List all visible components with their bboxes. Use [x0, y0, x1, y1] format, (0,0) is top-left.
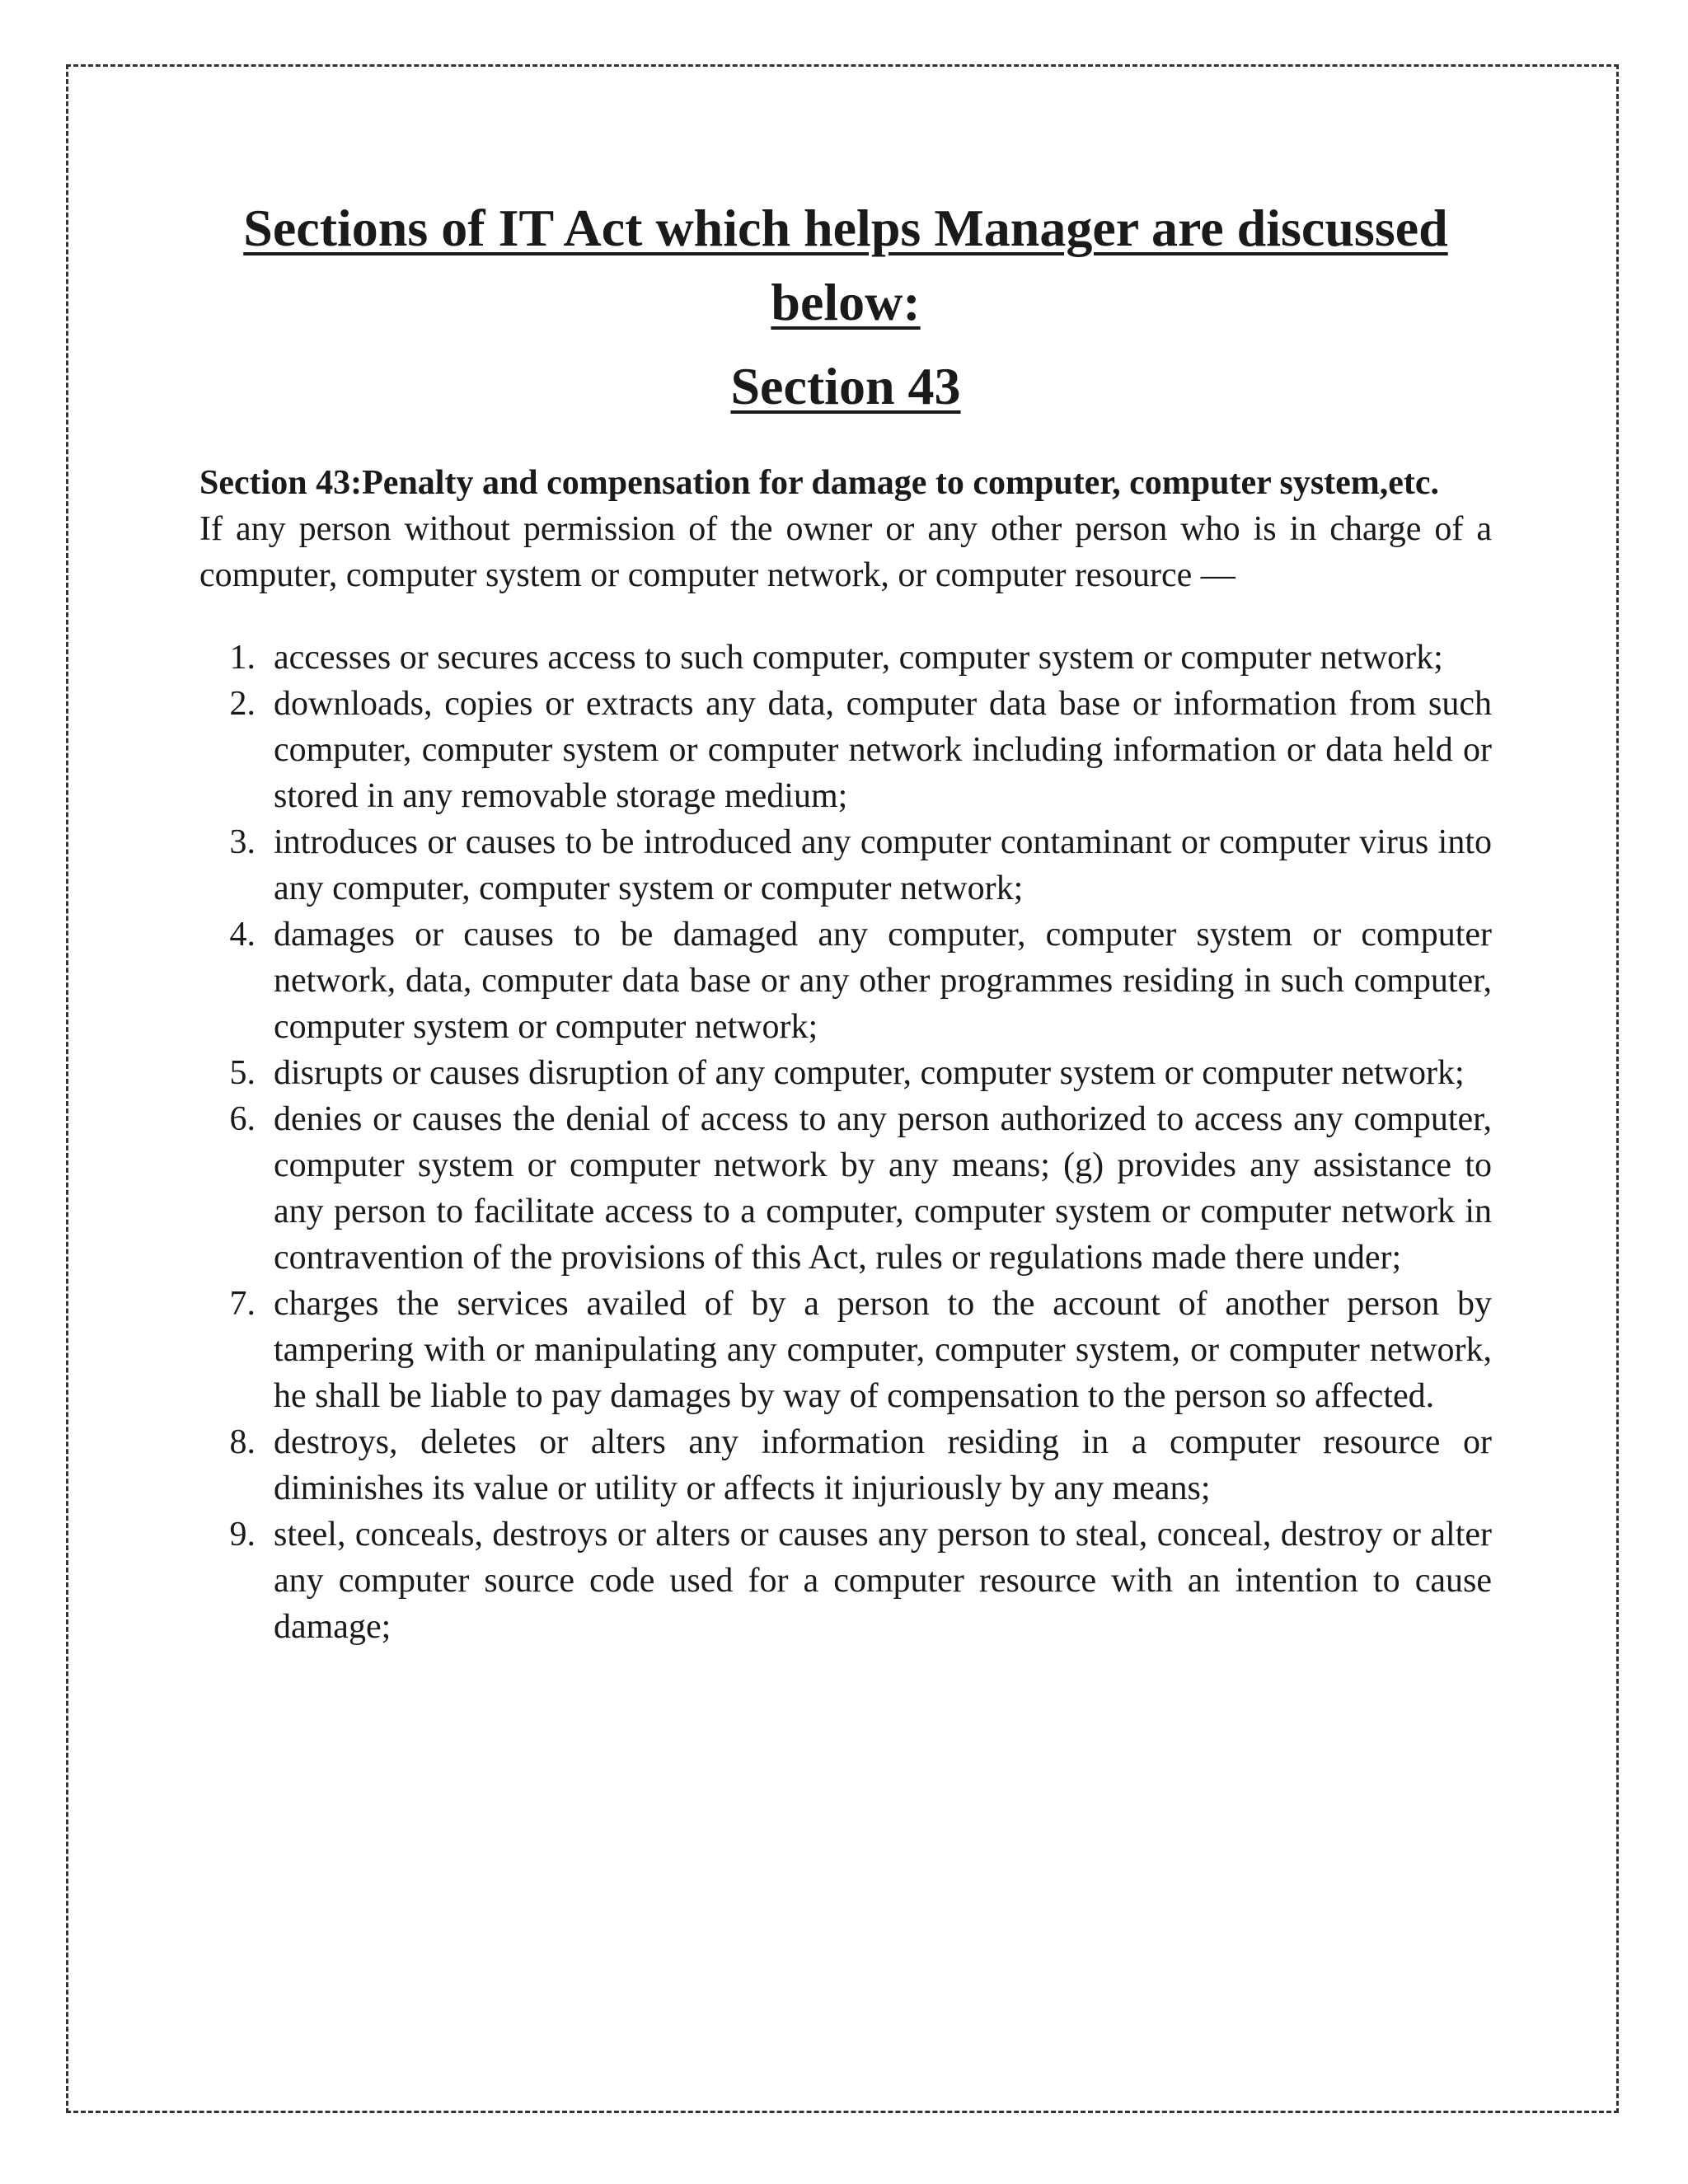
list-item	[199, 681, 1492, 819]
list-item-number: 9.	[229, 1516, 256, 1554]
list-item	[199, 912, 1492, 1050]
list-item	[199, 1419, 1492, 1511]
list-item	[199, 1511, 1492, 1650]
intro-paragraph: If any person without permission of the owner or any other person who is in charge of a computer, computer system or computer network, or computer resource —	[199, 510, 1492, 594]
list-item-text: damages or causes to be damaged any computer, computer system or computer network, data, computer data base or any other programmes residing in such computer, computer system or computer network;	[274, 916, 1492, 1046]
list-item	[199, 1050, 1492, 1096]
list-item-number: 2.	[229, 685, 256, 723]
document-body	[199, 191, 1492, 1650]
list-item-number: 6.	[229, 1100, 256, 1138]
list-item-text: destroys, deletes or alters any information residing in a computer resource or diminishes its value or utility or affects it injuriously by any means;	[274, 1423, 1492, 1507]
list-item-text: introduces or causes to be introduced any computer contaminant or computer virus into any computer, computer system or computer network;	[274, 823, 1492, 907]
list-item-text: charges the services availed of by a person to the account of another person by tampering with or manipulating any computer, computer system, or computer network, he shall be liable to pay damages by way of compensation to the person so affected.	[274, 1285, 1492, 1415]
list-item-number: 8.	[229, 1423, 256, 1461]
document-title: Sections of IT Act which helps Manager are discussed below:	[243, 199, 1448, 331]
list-item	[199, 1281, 1492, 1419]
list-item-number: 1.	[229, 639, 256, 677]
list-item-number: 7.	[229, 1285, 256, 1323]
list-item-text: steel, conceals, destroys or alters or causes any person to steal, conceal, destroy or alter any computer source code used for a computer resource with an intention to cause damage;	[274, 1516, 1492, 1646]
clause-list	[199, 635, 1492, 1650]
list-item	[199, 819, 1492, 912]
list-item-text: downloads, copies or extracts any data, computer data base or information from such computer, computer system or computer network including information or data held or stored in any removable storage medium;	[274, 685, 1492, 815]
list-item-text: disrupts or causes disruption of any computer, computer system or computer network;	[274, 1054, 1465, 1092]
section-subheading: Section 43:Penalty and compensation for damage to computer, computer system,etc.	[199, 464, 1440, 502]
section-heading: Section 43	[730, 357, 961, 415]
list-item-text: denies or causes the denial of access to any person authorized to access any computer, computer system or computer network by any means; (g) provides any assistance to any person to facilitate access to a computer, computer system or computer network in contravention of the provisions of this Act, rules or regulations made there under;	[274, 1100, 1492, 1277]
list-item-number: 3.	[229, 823, 256, 861]
list-item	[199, 1096, 1492, 1281]
list-item-number: 4.	[229, 916, 256, 954]
list-item-number: 5.	[229, 1054, 256, 1092]
list-item	[199, 635, 1492, 681]
list-item-text: accesses or secures access to such computer, computer system or computer network;	[274, 639, 1443, 677]
